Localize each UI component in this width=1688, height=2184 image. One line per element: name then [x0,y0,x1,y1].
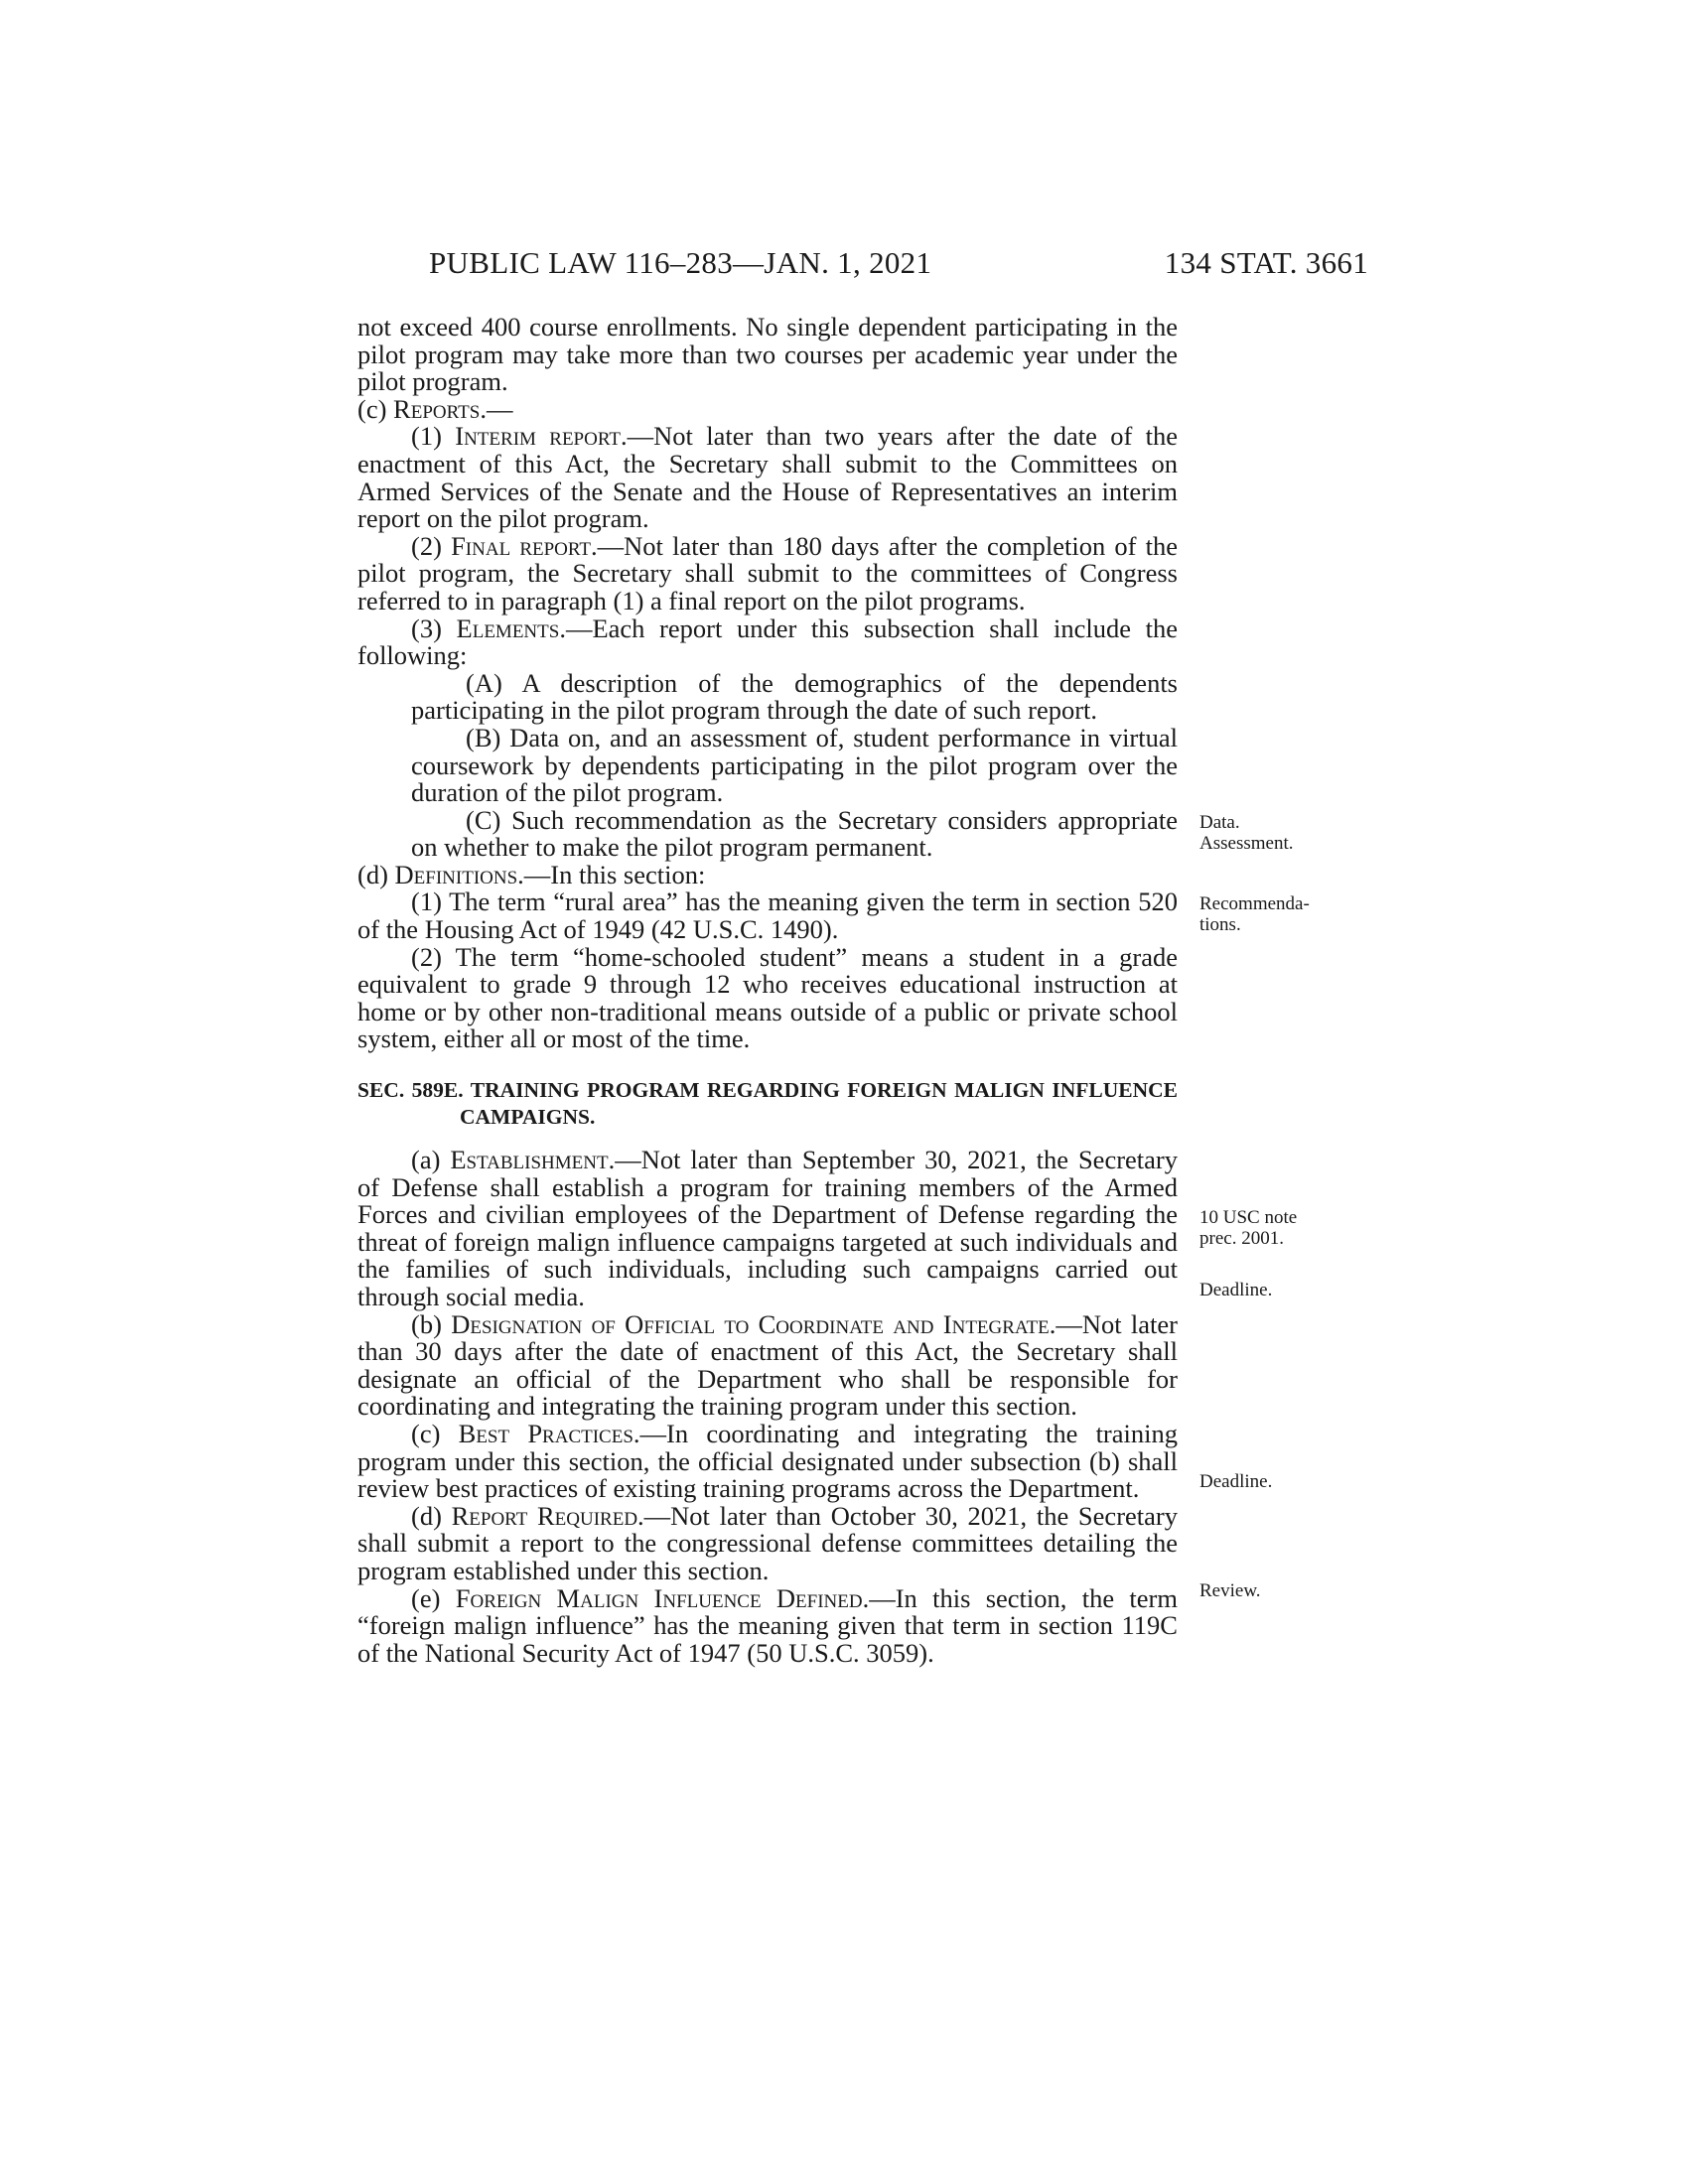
subsection-b-designation: (b) Designation of Official to Coordinate and Integrate.—Not later than 30 days after the date of enactment of this Act, the Secretary shall designate an official of the Department who shall be responsible for coordinating and integrating the training program under this section. [357,1308,1178,1422]
margin-note-data-assessment: Data. Assessment. [1199,812,1294,854]
subparagraph-a: (A) A description of the demographics of the dependents participating in the pilot program through the date of such report. [411,667,1178,726]
margin-note-deadline: Deadline. [1199,1280,1273,1300]
stat-page-number: 134 STAT. 3661 [1164,245,1368,280]
subsection-d-report-required: (d) Report Required.—Not later than October 30, 2021, the Secretary shall submit a report to the congressional defense committees detailing the program established under this section. [357,1500,1178,1585]
subsection-c-best-practices: (c) Best Practices.—In coordinating and integrating the training program under this section, the official designated under subsection (b) shall review best practices of existing training programs across the Department. [357,1418,1178,1504]
subsection-e-foreign-malign-influence-defined: (e) Foreign Malign Influence Defined.—In this section, the term “foreign malign influence” has the meaning given that term in section 119C of the National Security Act of 1947 (50 U.S.C. 3059). [357,1582,1178,1668]
margin-note-deadline: Deadline. [1199,1471,1273,1492]
public-law-title: PUBLIC LAW 116–283—JAN. 1, 2021 [429,245,932,280]
statute-body [357,314,1178,1667]
margin-note-review: Review. [1199,1580,1261,1601]
paragraph-final-report: (2) Final report.—Not later than 180 days after the completion of the pilot program, the Secretary shall submit to the committees of Congress referred to in paragraph (1) a final report on the pilot programs. [357,530,1178,615]
paragraph-interim-report: (1) Interim report.—Not later than two years after the date of the enactment of this Act, the Secretary shall submit to the Committees on Armed Services of the Senate and the House of Representatives an interim report on the pilot program. [357,421,1179,534]
subsection-d-definitions: (d) Definitions.—In this section: [357,859,706,889]
subparagraph-c: (C) Such recommendation as the Secretary considers appropriate on whether to make the pilot program permanent. [411,804,1178,863]
paragraph-continuation: not exceed 400 course enrollments. No single dependent participating in the pilot program may take more than two courses per academic year under the pilot program. [357,312,1178,397]
margin-note-usc: 10 USC note prec. 2001. [1199,1207,1298,1249]
paragraph-elements: (3) Elements.—Each report under this subsection shall include the following: [357,613,1178,671]
subparagraph-b: (B) Data on, and an assessment of, student performance in virtual coursework by dependents participating in the pilot program over the duration of the pilot program. [411,722,1178,808]
margin-note-recommendations: Recommenda- tions. [1199,893,1310,935]
definition-home-schooled-student: (2) The term “home-schooled student” means a student in a grade equivalent to grade 9 through 12 who receives educational instruction at home or by other non-traditional means outside of a public or private school system, either all or most of the time. [357,941,1178,1054]
section-heading: SEC. 589E. TRAINING PROGRAM REGARDING FOREIGN MALIGN INFLUENCE CAMPAIGNS. [357,1078,1178,1130]
page-header [0,245,1688,285]
definition-rural-area: (1) The term “rural area” has the meaning given the term in section 520 of the Housing Act of 1949 (42 U.S.C. 1490). [357,887,1178,945]
subsection-c-reports: (c) Reports.— [357,393,513,424]
subsection-a-establishment: (a) Establishment.—Not later than September 30, 2021, the Secretary of Defense shall establish a program for training members of the Armed Forces and civilian employees of the Department of Defense regarding the threat of foreign malign influence campaigns targeted at such individuals and the families of such individuals, including such campaigns carried out through social media. [357,1145,1178,1311]
